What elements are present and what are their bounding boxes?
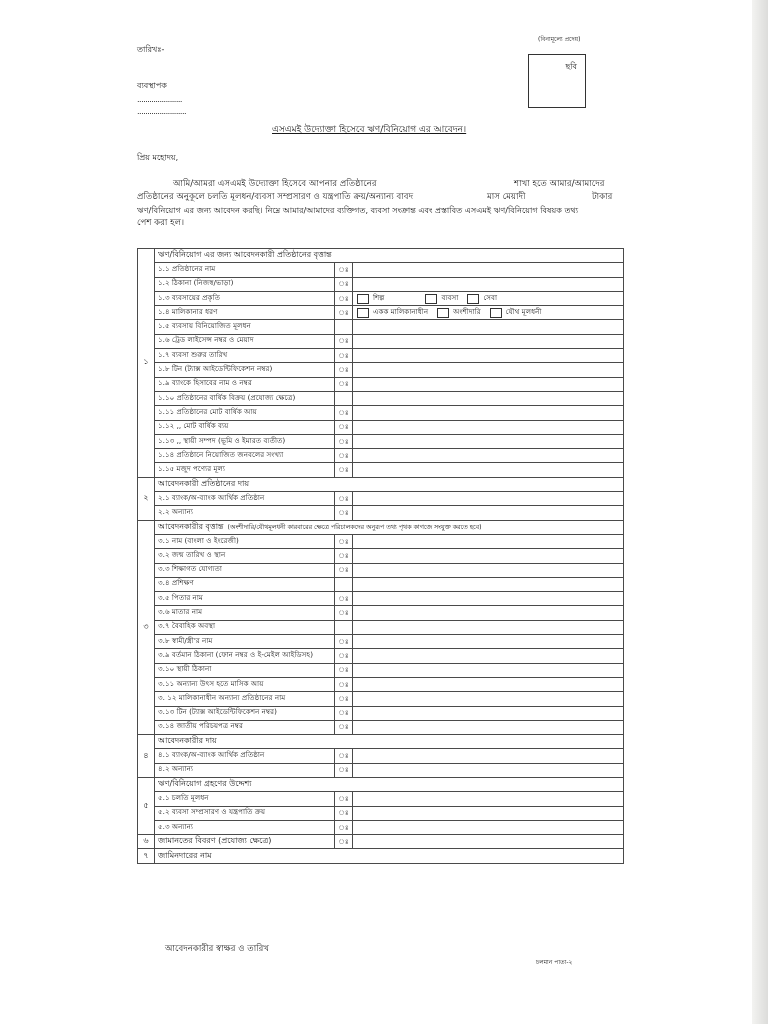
- form-row: [138, 363, 624, 377]
- field-label: ১.১২ ,, মোট বার্ষিক ব্যয়: [155, 420, 335, 434]
- value-field[interactable]: [353, 792, 624, 806]
- field-label: ১.১১ প্রতিষ্ঠানের মোট বার্ষিক আয়: [155, 406, 335, 420]
- value-field[interactable]: [353, 663, 624, 677]
- colon-mark: ঃ: [335, 763, 353, 777]
- colon-mark: ঃ: [335, 592, 353, 606]
- value-field[interactable]: [353, 463, 624, 477]
- form-row: [138, 263, 624, 277]
- value-field[interactable]: [353, 806, 624, 820]
- form-row: [138, 563, 624, 577]
- section-note: (অংশীদারি/যৌথমূলধনী কারবারের ক্ষেত্রে পরিচালকদের অনুরূপ তথ্য পৃথক কাগজে সংযুক্ত করতে হবে): [227, 523, 482, 531]
- colon-mark: ঃ: [335, 377, 353, 391]
- section-row: [138, 735, 624, 749]
- value-field[interactable]: [353, 434, 624, 448]
- section-row: [138, 849, 624, 863]
- field-label: ১.১৫ মজুদ পণ্যের মূল্য: [155, 463, 335, 477]
- value-field[interactable]: [353, 420, 624, 434]
- colon-mark: ঃ: [335, 406, 353, 420]
- option-label: শিল্প: [373, 292, 385, 302]
- form-row: [138, 749, 624, 763]
- option-checkbox[interactable]: [467, 294, 479, 304]
- section-row: [138, 477, 624, 491]
- address-dots-2: ........................: [137, 107, 187, 116]
- form-row: [138, 534, 624, 548]
- colon-mark: ঃ: [335, 663, 353, 677]
- value-field[interactable]: [353, 391, 624, 405]
- colon-mark: ঃ: [335, 306, 353, 320]
- section-title: ঋণ/বিনিয়োগ এর জন্য আবেদনকারী প্রতিষ্ঠানের বৃত্তান্ত: [155, 249, 624, 263]
- colon-mark: ঃ: [335, 706, 353, 720]
- value-field[interactable]: [353, 291, 624, 305]
- option-checkbox[interactable]: [425, 294, 437, 304]
- form-row: [138, 277, 624, 291]
- intro-line1-b: শাখা হতে আমার/আমাদের: [514, 179, 605, 189]
- value-field[interactable]: [353, 749, 624, 763]
- form-row: [138, 406, 624, 420]
- colon-mark: [335, 577, 353, 591]
- intro-line2-b: মাস মেয়াদী: [487, 192, 526, 202]
- colon-mark: ঃ: [335, 677, 353, 691]
- value-field[interactable]: [353, 263, 624, 277]
- form-row: [138, 663, 624, 677]
- subject-line: এসএমই উদ্যোক্তা হিসেবে ঋণ/বিনিয়োগ এর আবেদন।: [272, 125, 467, 135]
- section-title-text: আবেদনকারীর বৃত্তান্ত: [158, 521, 224, 531]
- intro-line2-c: টাকার: [592, 192, 613, 202]
- intro-line3: ঋণ/বিনিয়োগ এর জন্য আবেদন করছি। নিম্নে আমার/আমাদের ব্যক্তিগত, ব্যবসা সংক্রান্ত এবং প্রস্তাবিত এসএমই ঋণ/বিনিয়োগ বিষয়ক তথ্য: [137, 205, 579, 215]
- form-row: [138, 291, 624, 305]
- form-row: [138, 677, 624, 691]
- colon-mark: ঃ: [335, 563, 353, 577]
- intro-line4: পেশ করা হল।: [137, 218, 185, 228]
- form-row: [138, 391, 624, 405]
- form-row: [138, 792, 624, 806]
- form-row: [138, 420, 624, 434]
- colon-mark: ঃ: [335, 277, 353, 291]
- form-row: [138, 635, 624, 649]
- option-label: যৌথ মূলধনী: [505, 306, 542, 316]
- field-label: ১.৬ ট্রেড লাইসেন্স নম্বর ও মেয়াদ: [155, 334, 335, 348]
- section-title: ঋণ/বিনিয়োগ গ্রহণের উদ্দেশ্য: [155, 777, 624, 791]
- form-row: [138, 649, 624, 663]
- date-label: তারিখঃ-: [137, 45, 165, 54]
- field-label: ২.২ অন্যান্য: [155, 506, 335, 520]
- form-row: [138, 349, 624, 363]
- field-label: ৫.২ ব্যবসা সম্প্রসারণ ও যন্ত্রপাতি ক্রয়: [155, 806, 335, 820]
- value-field[interactable]: [353, 277, 624, 291]
- value-field[interactable]: [353, 577, 624, 591]
- field-label: ৩.১ নাম (বাংলা ও ইংরেজী): [155, 534, 335, 548]
- value-field[interactable]: [353, 763, 624, 777]
- form-row: [138, 692, 624, 706]
- value-field[interactable]: [353, 320, 624, 334]
- section-row: [138, 777, 624, 791]
- option-checkbox[interactable]: [437, 308, 449, 318]
- section-row: [138, 835, 624, 849]
- field-label: ৪.১ ব্যাংক/অ-ব্যাংক আর্থিক প্রতিষ্ঠান: [155, 749, 335, 763]
- field-label: ৩.১১ অন্যান্য উৎস হতে মাসিক আয়: [155, 677, 335, 691]
- colon-mark: ঃ: [335, 549, 353, 563]
- field-label: ৫.৩ অন্যান্য: [155, 820, 335, 834]
- value-field[interactable]: [353, 349, 624, 363]
- field-label: ৩.১০ স্থায়ী ঠিকানা: [155, 663, 335, 677]
- field-label: ৫.১ চলতি মূলধন: [155, 792, 335, 806]
- field-label: ৩.১৩ টিন (ট্যাক্স আইডেন্টিফিকেশন নম্বর): [155, 706, 335, 720]
- section-number: ১: [138, 249, 155, 478]
- application-table: [137, 248, 624, 864]
- form-row: [138, 763, 624, 777]
- colon-mark: ঃ: [335, 492, 353, 506]
- value-field[interactable]: [353, 363, 624, 377]
- colon-mark: ঃ: [335, 806, 353, 820]
- colon-mark: ঃ: [335, 449, 353, 463]
- form-row: [138, 434, 624, 448]
- salutation: প্রিয় মহোদয়,: [137, 153, 179, 162]
- value-field[interactable]: [353, 506, 624, 520]
- field-label: ১.৮ টিন (ট্যাক্স আইডেন্টিফিকেশন নম্বর): [155, 363, 335, 377]
- colon-mark: ঃ: [335, 635, 353, 649]
- value-field[interactable]: [353, 692, 624, 706]
- colon-mark: ঃ: [335, 334, 353, 348]
- form-row: [138, 377, 624, 391]
- value-field[interactable]: [353, 649, 624, 663]
- field-label: ৩.৩ শিক্ষাগত যোগ্যতা: [155, 563, 335, 577]
- value-field[interactable]: [353, 534, 624, 548]
- colon-mark: ঃ: [335, 649, 353, 663]
- page-edge-shadow: [752, 0, 768, 1024]
- section-number: ৫: [138, 777, 155, 834]
- value-field[interactable]: [353, 606, 624, 620]
- field-label: ১.৩ ব্যবসায়ের প্রকৃতি: [155, 291, 335, 305]
- section-title: আবেদনকারী প্রতিষ্ঠানের দায়: [155, 477, 624, 491]
- form-row: [138, 592, 624, 606]
- value-field[interactable]: [353, 563, 624, 577]
- value-field[interactable]: [353, 492, 624, 506]
- form-row: [138, 320, 624, 334]
- option-label: সেবা: [483, 292, 498, 302]
- form-row: [138, 492, 624, 506]
- field-label: ৩.৭ বৈবাহিক অবস্থা: [155, 620, 335, 634]
- field-label: ১.২ ঠিকানা (নিজস্ব/ভাড়া): [155, 277, 335, 291]
- field-label: ১.৪ মালিকানার ধরণ: [155, 306, 335, 320]
- section-row: [138, 249, 624, 263]
- field-label: ৩.৯ বর্তমান ঠিকানা (ফোন নম্বর ও ই-মেইল আইডিসহ): [155, 649, 335, 663]
- form-row: [138, 334, 624, 348]
- value-field[interactable]: [353, 706, 624, 720]
- value-field[interactable]: [353, 620, 624, 634]
- value-field[interactable]: [353, 306, 624, 320]
- form-row: [138, 306, 624, 320]
- field-label: ৩.৮ স্বামী/স্ত্রী'র নাম: [155, 635, 335, 649]
- section-number: ৪: [138, 735, 155, 778]
- field-label: ১.১০ প্রতিষ্ঠানের বার্ষিক বিক্রয় (প্রযোজ্য ক্ষেত্রে): [155, 391, 335, 405]
- section-number: ৬: [138, 835, 155, 849]
- form-row: [138, 820, 624, 834]
- colon-mark: ঃ: [335, 463, 353, 477]
- option-checkbox[interactable]: [357, 294, 369, 304]
- stamp-note: (বিনামূল্যে প্রদেয়): [538, 36, 581, 43]
- value-field[interactable]: [353, 835, 624, 849]
- colon-mark: ঃ: [335, 420, 353, 434]
- colon-mark: ঃ: [335, 720, 353, 734]
- field-label: ৩.১৪ জাতীয় পরিচয়পত্র নম্বর: [155, 720, 335, 734]
- colon-mark: ঃ: [335, 506, 353, 520]
- form-row: [138, 463, 624, 477]
- value-field[interactable]: [353, 677, 624, 691]
- colon-mark: ঃ: [335, 291, 353, 305]
- field-label: ১.১৪ প্রতিষ্ঠানে নিয়োজিত জনবলের সংখ্যা: [155, 449, 335, 463]
- field-label: ৪.২ অন্যান্য: [155, 763, 335, 777]
- field-label: ১.৭ ব্যবসা শুরুর তারিখ: [155, 349, 335, 363]
- colon-mark: ঃ: [335, 835, 353, 849]
- colon-mark: ঃ: [335, 534, 353, 548]
- colon-mark: ঃ: [335, 820, 353, 834]
- value-field[interactable]: [353, 334, 624, 348]
- form-row: [138, 449, 624, 463]
- section-title: জামানতের বিবরণ (প্রযোজ্য ক্ষেত্রে): [155, 835, 335, 849]
- colon-mark: ঃ: [335, 606, 353, 620]
- value-field[interactable]: [353, 406, 624, 420]
- field-label: ২.১ ব্যাংক/অ-ব্যাংক আর্থিক প্রতিষ্ঠান: [155, 492, 335, 506]
- section-title: আবেদনকারীর দায়: [155, 735, 624, 749]
- value-field[interactable]: [353, 635, 624, 649]
- value-field[interactable]: [353, 449, 624, 463]
- section-row: [138, 520, 624, 534]
- section-title: জামিনদারের নাম: [155, 849, 624, 863]
- section-number: ৩: [138, 520, 155, 734]
- option-label: অংশীদারি: [453, 306, 481, 316]
- value-field[interactable]: [353, 720, 624, 734]
- manager-label: ব্যবস্থাপক: [137, 81, 167, 90]
- photo-label: ছবি: [565, 62, 577, 71]
- option-label: ব্যবসা: [441, 292, 459, 302]
- field-label: ৩.৪ প্রশিক্ষণ: [155, 577, 335, 591]
- intro-line1-a: আমি/আমরা এসএমই উদ্যোক্তা হিসেবে আপনার প্রতিষ্ঠানের: [173, 179, 377, 189]
- colon-mark: ঃ: [335, 692, 353, 706]
- field-label: ৩.২ জন্ম তারিখ ও স্থান: [155, 549, 335, 563]
- option-checkbox[interactable]: [357, 308, 369, 318]
- form-row: [138, 577, 624, 591]
- colon-mark: ঃ: [335, 792, 353, 806]
- colon-mark: ঃ: [335, 363, 353, 377]
- section-title: [155, 520, 624, 534]
- value-field[interactable]: [353, 820, 624, 834]
- form-row: [138, 549, 624, 563]
- intro-line2-a: প্রতিষ্ঠানের অনুকূলে চলতি মূলধন/ব্যবসা সম্প্রসারণ ও যন্ত্রপাতি ক্রয়/অন্যান্য বাবদ: [137, 192, 414, 202]
- option-checkbox[interactable]: [490, 308, 502, 318]
- photo-box: [528, 54, 586, 108]
- address-dots-1: ......................: [137, 95, 182, 104]
- signature-label: আবেদনকারীর স্বাক্ষর ও তারিখ: [165, 944, 270, 954]
- colon-mark: [335, 391, 353, 405]
- section-number: ৭: [138, 849, 155, 863]
- page-continuation-note: চলমান পাতা-২: [536, 959, 573, 966]
- value-field[interactable]: [353, 377, 624, 391]
- field-label: ১.১ প্রতিষ্ঠানের নাম: [155, 263, 335, 277]
- colon-mark: ঃ: [335, 434, 353, 448]
- colon-mark: ঃ: [335, 349, 353, 363]
- field-label: ৩.৫ পিতার নাম: [155, 592, 335, 606]
- form-row: [138, 706, 624, 720]
- colon-mark: [335, 320, 353, 334]
- option-label: একক মালিকানাধীন: [373, 306, 429, 316]
- colon-mark: ঃ: [335, 263, 353, 277]
- form-row: [138, 806, 624, 820]
- field-label: ১.১৩ ,, স্থায়ী সম্পদ (ভূমি ও ইমারত ব্যতীত): [155, 434, 335, 448]
- field-label: ১.৯ ব্যাংকে হিসাবের নাম ও নম্বর: [155, 377, 335, 391]
- colon-mark: [335, 620, 353, 634]
- value-field[interactable]: [353, 592, 624, 606]
- form-row: [138, 506, 624, 520]
- form-row: [138, 620, 624, 634]
- field-label: ১.৫ ব্যবসায় বিনিয়োজিত মূলধন: [155, 320, 335, 334]
- field-label: ৩.৬ মাতার নাম: [155, 606, 335, 620]
- form-row: [138, 606, 624, 620]
- value-field[interactable]: [353, 549, 624, 563]
- form-row: [138, 720, 624, 734]
- field-label: ৩. ১২ মালিকানাধীন অন্যান্য প্রতিষ্ঠানের নাম: [155, 692, 335, 706]
- section-number: ২: [138, 477, 155, 520]
- colon-mark: ঃ: [335, 749, 353, 763]
